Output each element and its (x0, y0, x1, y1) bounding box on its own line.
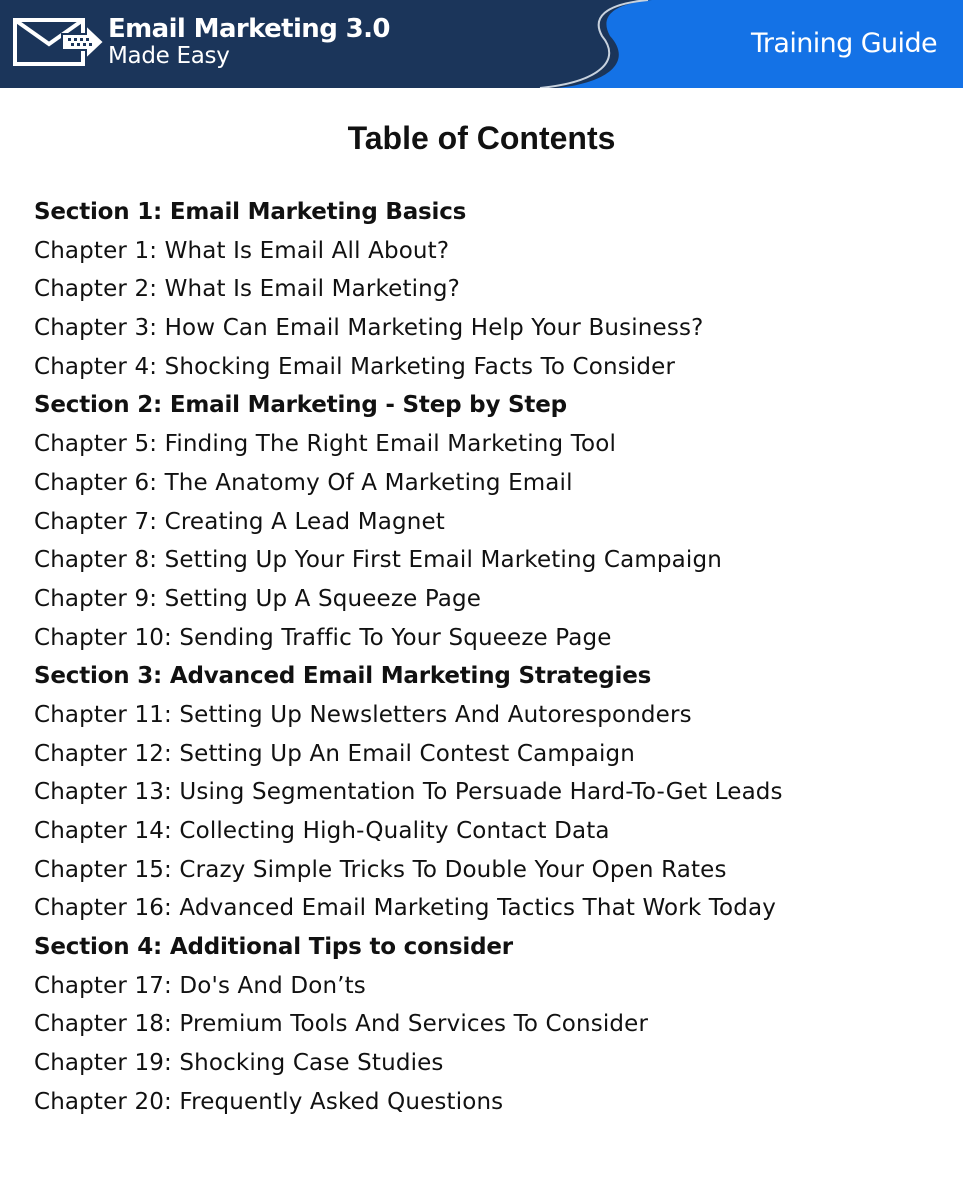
header-banner (0, 0, 963, 88)
toc-chapter-2[interactable]: Chapter 2: What Is Email Marketing? (34, 276, 460, 303)
toc-chapter-18[interactable]: Chapter 18: Premium Tools And Services To Consider (34, 1011, 649, 1038)
toc-chapter-19[interactable]: Chapter 19: Shocking Case Studies (34, 1050, 444, 1077)
toc-chapter-6[interactable]: Chapter 6: The Anatomy Of A Marketing Email (34, 469, 573, 496)
page-title: Table of Contents (347, 120, 616, 156)
toc-section-1[interactable]: Section 1: Email Marketing Basics (34, 199, 467, 225)
toc-chapter-4[interactable]: Chapter 4: Shocking Email Marketing Facts To Consider (34, 353, 676, 380)
envelope-arrow-icon (12, 17, 106, 67)
toc-chapter-17[interactable]: Chapter 17: Do's And Don’ts (34, 972, 366, 999)
toc-chapter-9[interactable]: Chapter 9: Setting Up A Squeeze Page (34, 585, 482, 612)
toc-section-2[interactable]: Section 2: Email Marketing - Step by Step (34, 392, 567, 419)
toc-chapter-8[interactable]: Chapter 8: Setting Up Your First Email Marketing Campaign (34, 547, 722, 574)
toc-chapter-11[interactable]: Chapter 11: Setting Up Newsletters And Autoresponders (34, 701, 692, 728)
toc-section-4[interactable]: Section 4: Additional Tips to consider (34, 934, 513, 961)
table-of-contents (34, 193, 954, 1122)
guide-label: Training Guide (750, 28, 937, 59)
toc-chapter-7[interactable]: Chapter 7: Creating A Lead Magnet (34, 508, 445, 535)
toc-chapter-10[interactable]: Chapter 10: Sending Traffic To Your Squeeze Page (34, 624, 612, 651)
toc-chapter-20[interactable]: Chapter 20: Frequently Asked Questions (34, 1088, 504, 1115)
toc-chapter-15[interactable]: Chapter 15: Crazy Simple Tricks To Double Your Open Rates (34, 856, 727, 883)
toc-chapter-3[interactable]: Chapter 3: How Can Email Marketing Help Your Business? (34, 315, 704, 342)
toc-chapter-12[interactable]: Chapter 12: Setting Up An Email Contest Campaign (34, 740, 635, 767)
toc-chapter-14[interactable]: Chapter 14: Collecting High-Quality Contact Data (34, 818, 610, 844)
toc-chapter-16[interactable]: Chapter 16: Advanced Email Marketing Tactics That Work Today (34, 895, 777, 922)
toc-chapter-5[interactable]: Chapter 5: Finding The Right Email Marketing Tool (34, 431, 617, 458)
brand-subtitle: Made Easy (108, 43, 230, 69)
brand-title: Email Marketing 3.0 (108, 14, 390, 44)
toc-chapter-13[interactable]: Chapter 13: Using Segmentation To Persuade Hard-To-Get Leads (34, 779, 783, 806)
toc-chapter-1[interactable]: Chapter 1: What Is Email All About? (34, 237, 450, 264)
toc-section-3[interactable]: Section 3: Advanced Email Marketing Strategies (34, 663, 652, 690)
